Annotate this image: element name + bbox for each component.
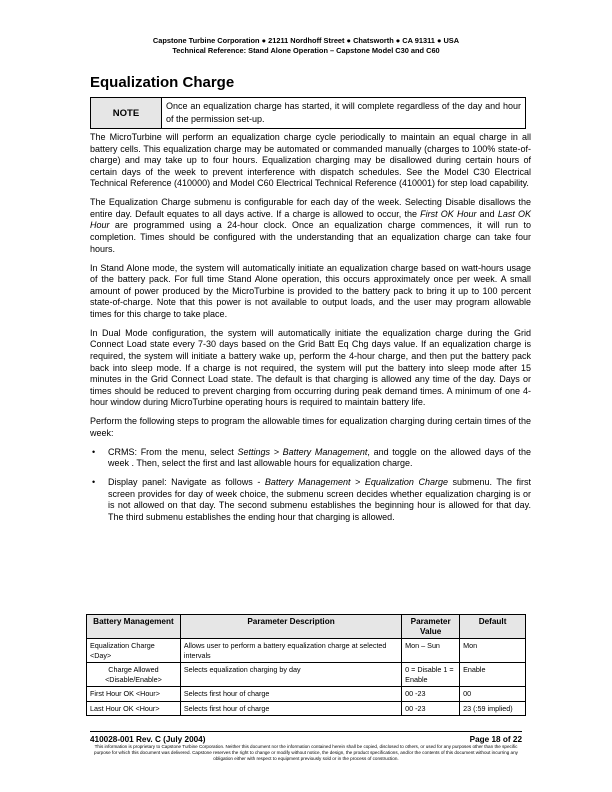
cell-value: Mon – Sun xyxy=(402,639,460,663)
page-footer xyxy=(90,731,522,744)
bullet-icon: • xyxy=(92,446,96,457)
table-row xyxy=(87,701,526,716)
cell-value: 00 -23 xyxy=(402,701,460,716)
cell-name: Charge Allowed <Disable/Enable> xyxy=(87,663,181,687)
step-display-text-a: Display panel: Navigate as follows - xyxy=(108,476,265,487)
battery-management-table xyxy=(86,614,526,716)
proprietary-disclaimer: This information is proprietary to Capstone Turbine Corporation. Neither this document nor the information contained herein shall be copied, disclosed to others, or used for any purposes other than the specific purpose for which this document was delivered. Capstone reserves the right to change or modify without notice, the design, the product specifications, and/or the contents of this document without incurring any obligation either with respect to equipment previously sold or in the process of construction. xyxy=(94,744,518,761)
note-box xyxy=(90,97,526,129)
cell-description: Selects first hour of charge xyxy=(180,701,401,716)
document-number: 410028-001 Rev. C (July 2004) xyxy=(90,735,206,744)
cell-name: First Hour OK <Hour> xyxy=(87,687,181,702)
cell-default: 00 xyxy=(460,687,526,702)
step-crms xyxy=(90,447,531,470)
paragraph-3: In Stand Alone mode, the system will automatically initiate an equalization charge based on watt-hours usage of the battery pack. For full time Stand Alone operation, this occurs approximately once per week. A small amount of power produced by the MicroTurbine is provided to the battery pack to bring it up to 100 percent state-of-charge. Note that this power is not available to output loads, and the user may program allowable times for this charge to take place. xyxy=(90,262,531,319)
cell-default: 23 (:59 implied) xyxy=(460,701,526,716)
step-crms-menu-path: Settings > Battery Management xyxy=(237,446,368,457)
step-display-menu-path: Battery Management > Equalization Charge xyxy=(264,476,448,487)
col-header-battery-management: Battery Management xyxy=(87,615,181,639)
paragraph-5: Perform the following steps to program the allowable times for equalization charging during certain times of the week: xyxy=(90,416,531,438)
cell-value: 0 = Disable 1 = Enable xyxy=(402,663,460,687)
table-row xyxy=(87,639,526,663)
paragraph-2-text-b: are programmed using a 24-hour clock. Once an equalization charge commences, it will run to completion. Times should be configured with the understanding that an equalization charge can take four hours. xyxy=(90,220,531,254)
last-ok-hour-term: Last OK Hour xyxy=(90,208,531,231)
table-row xyxy=(87,687,526,702)
col-header-parameter-description: Parameter Description xyxy=(180,615,401,639)
step-display-panel xyxy=(90,477,531,523)
paragraph-2-and: and xyxy=(476,208,498,219)
cell-value: 00 -23 xyxy=(402,687,460,702)
note-label: NOTE xyxy=(91,98,162,128)
section-title: Equalization Charge xyxy=(90,74,235,91)
cell-description: Selects equalization charging by day xyxy=(180,663,401,687)
paragraph-2 xyxy=(90,197,531,255)
cell-default: Mon xyxy=(460,639,526,663)
step-crms-text-b: , and toggle on the allowed days of the week . Then, select the first and last allowable hours for equalization charge. xyxy=(108,446,531,469)
header-address: Capstone Turbine Corporation ● 21211 Nordhoff Street ● Chatsworth ● CA 91311 ● USA xyxy=(152,36,460,45)
bullet-icon: • xyxy=(92,476,96,487)
paragraph-4: In Dual Mode configuration, the system will automatically initiate the equalization charge during the Grid Connect Load state every 7-30 days based on the Grid Batt Eq Chg days value. If an equalization charge is required, the system will initiate a battery wake up, perform the 4-hour charge, and then put the battery pack back into sleep mode. If a charge is not required, the system will put the battery into sleep mode after 15 minutes in the Grid Connect Load state. The default is that charging is allowed any time of the day. Days or times should be reduced to prevent charging from occurring during peak demand times. A minimum of one 4-hour window during MicroTurbine operating hours is required to maintain battery life. xyxy=(90,327,531,408)
body-text xyxy=(90,132,531,530)
table-header-row xyxy=(87,615,526,639)
col-header-default: Default xyxy=(460,615,526,639)
cell-name: Last Hour OK <Hour> xyxy=(87,701,181,716)
col-header-parameter-value: Parameter Value xyxy=(402,615,460,639)
page-header xyxy=(0,36,612,56)
cell-default: Enable xyxy=(460,663,526,687)
steps-list xyxy=(90,447,531,524)
page-number: Page 18 of 22 xyxy=(469,735,522,744)
note-text: Once an equalization charge has started, it will complete regardless of the day and hour of the permission set-up. xyxy=(166,101,521,124)
paragraph-2-text-a: The Equalization Charge submenu is configurable for each day of the week. Selecting Disable disallows the entire day. Default equates to all days active. If a charge is allowed to occur, the xyxy=(90,197,531,219)
table-row xyxy=(87,663,526,687)
step-crms-text-a: CRMS: From the menu, select xyxy=(108,446,238,457)
header-reference: Technical Reference: Stand Alone Operation – Capstone Model C30 and C60 xyxy=(172,46,440,55)
step-display-text-b: submenu. The first screen provides for day of week choice, the submenu screen decides whether equalization charging is or is not allowed on that day. The second submenu establishes the beginning hour is allowed for that day. The third submenu establishes the ending hour that charging is allowed. xyxy=(108,476,531,522)
cell-description: Allows user to perform a battery equalization charge at selected intervals xyxy=(180,639,401,663)
cell-name: Equalization Charge <Day> xyxy=(87,639,181,663)
cell-description: Selects first hour of charge xyxy=(180,687,401,702)
paragraph-1: The MicroTurbine will perform an equalization charge cycle periodically to maintain an equal charge in all battery cells. This equalization charge may be automated or commanded manually (charges to 100% state-of-charge) and may take up to four hours. Equalization charging may be disallowed during certain hours of certain days of the week to prevent interference with dispatch schedules. See the Model C30 Electrical Technical Reference (410000) and Model C60 Electrical Technical Reference (410001) for step load capability. xyxy=(90,132,531,189)
first-ok-hour-term: First OK Hour xyxy=(420,208,477,219)
